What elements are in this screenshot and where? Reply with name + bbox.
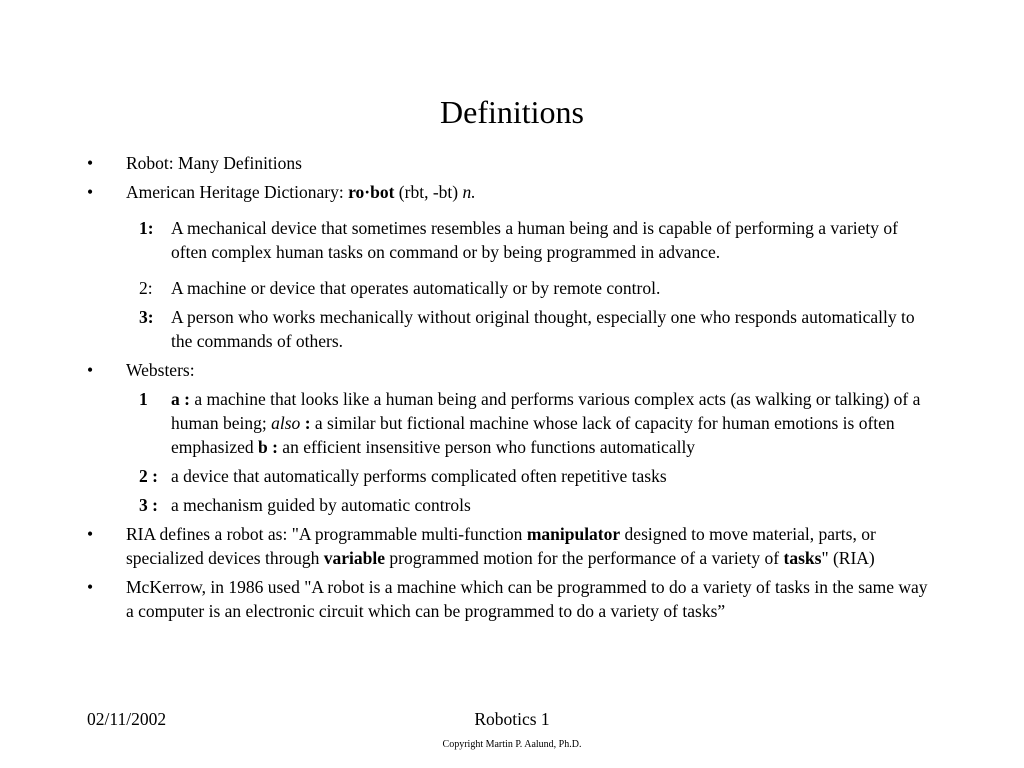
definition-number: 2: <box>139 278 153 298</box>
ahd-definition-2 <box>0 276 1024 300</box>
definition-number: 1: <box>139 218 154 238</box>
definition-number: 3 : <box>139 495 158 515</box>
definition-number: 3: <box>139 307 154 327</box>
also-colon: : <box>300 413 311 433</box>
bullet-text: Websters: <box>126 360 195 380</box>
bullet-marker: • <box>87 182 94 202</box>
webster-definition-2 <box>0 464 1024 488</box>
ahd-definition-1 <box>0 216 1024 264</box>
sense-a-label: a : <box>171 389 190 409</box>
bullet-marker: • <box>87 524 94 544</box>
ria-keyword-manipulator: manipulator <box>526 524 621 544</box>
ria-text-4: " (RIA) <box>821 548 875 568</box>
definition-number: 2 : <box>139 466 158 486</box>
bullet-marker: • <box>87 360 94 380</box>
bullet-text: Robot: Many Definitions <box>126 153 302 173</box>
bullet-text: American Heritage Dictionary: <box>126 182 349 202</box>
definition-number: 1 <box>139 389 148 409</box>
bullet-text: McKerrow, in 1986 used "A robot is a machine which can be programmed to do a variety of tasks in the same way a computer is an electronic circuit which can be programmed to do a variety of tasks” <box>126 577 928 621</box>
footer-title: Robotics 1 <box>474 709 550 729</box>
definition-text: A mechanical device that sometimes resembles a human being and is capable of performing a variety of often complex human tasks on command or by being programmed in advance. <box>171 218 898 262</box>
ria-keyword-variable: variable <box>323 548 386 568</box>
bullet-websters <box>0 358 1024 382</box>
ria-text-3: programmed motion for the performance of a variety of <box>385 548 784 568</box>
part-of-speech: n. <box>462 182 476 202</box>
sense-b-text: an efficient insensitive person who functions automatically <box>277 437 696 457</box>
slide-body <box>0 151 1024 623</box>
bullet-marker: • <box>87 577 94 597</box>
bullet-robot-many-definitions <box>0 151 1024 175</box>
also-word: also <box>271 413 301 433</box>
webster-definition-3 <box>0 493 1024 517</box>
definition-text: A person who works mechanically without original thought, especially one who responds automatically to the commands of others. <box>171 307 915 351</box>
footer-date: 02/11/2002 <box>87 709 167 729</box>
definition-text: a device that automatically performs complicated often repetitive tasks <box>171 466 667 486</box>
webster-definition-1 <box>0 387 1024 459</box>
sense-b-label: b : <box>257 437 278 457</box>
pronunciation: (rbt, -bt) <box>394 182 463 202</box>
ria-text-2: designed to move material, parts, or specialized devices through <box>126 524 876 568</box>
bullet-marker: • <box>87 153 94 173</box>
dictionary-headword: ro·bot <box>348 182 395 202</box>
ria-text-1: RIA defines a robot as: "A programmable multi-function <box>126 524 527 544</box>
slide-title: Definitions <box>440 94 584 130</box>
also-text: a similar but fictional machine whose lack of capacity for human emotions is often emphasized <box>171 413 895 457</box>
bullet-ria-definition <box>0 522 1024 570</box>
ria-keyword-tasks: tasks <box>783 548 822 568</box>
bullet-mckerrow <box>0 575 1024 623</box>
sense-a-text: a machine that looks like a human being and performs various complex acts (as walking or talking) of a human being; <box>171 389 921 433</box>
copyright-notice: Copyright Martin P. Aalund, Ph.D. <box>442 739 582 750</box>
definition-text: A machine or device that operates automatically or by remote control. <box>171 278 661 298</box>
bullet-american-heritage <box>0 180 1024 204</box>
ahd-definition-3 <box>0 305 1024 353</box>
definition-text: a mechanism guided by automatic controls <box>171 495 471 515</box>
